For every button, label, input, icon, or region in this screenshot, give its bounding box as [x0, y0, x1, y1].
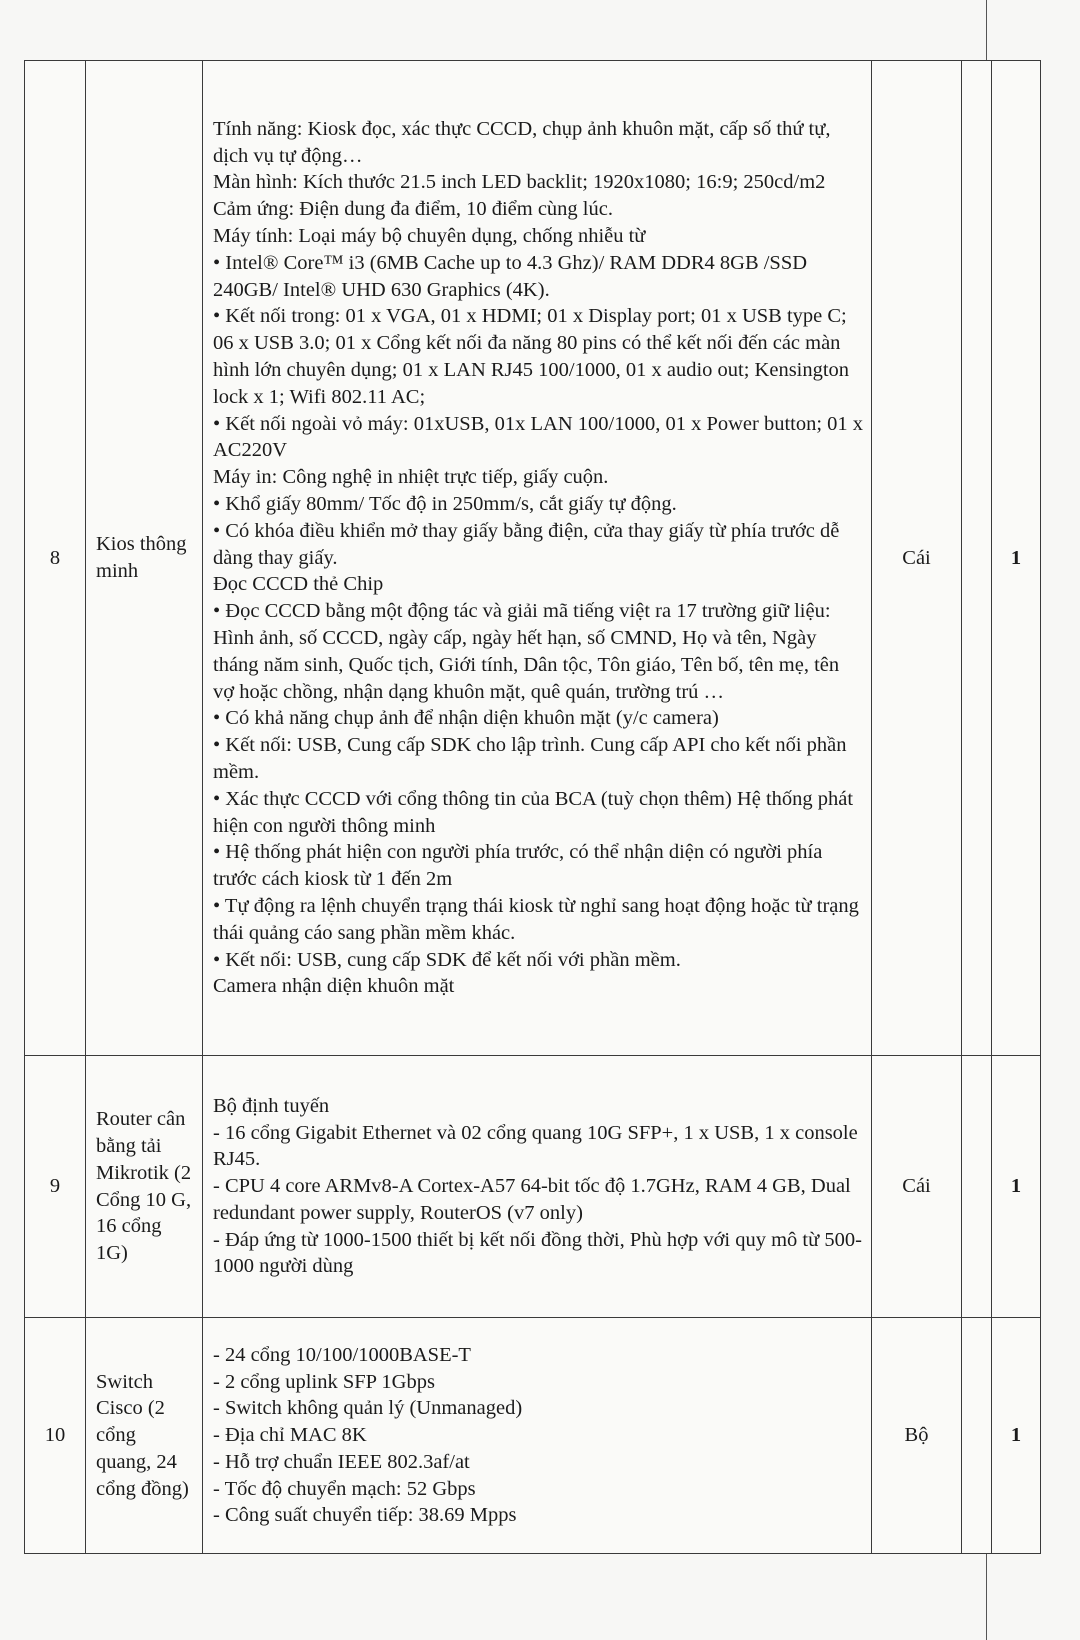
table-row — [25, 61, 1041, 1056]
quantity: 1 — [992, 1318, 1041, 1554]
table-row — [25, 1056, 1041, 1318]
row-number: 9 — [25, 1056, 86, 1318]
spec-line: • Kết nối ngoài vỏ máy: 01xUSB, 01x LAN 100/1000, 01 x Power button; 01 x AC220V — [213, 412, 864, 462]
spec-line: Tính năng: Kiosk đọc, xác thực CCCD, chụp ảnh khuôn mặt, cấp số thứ tự, dịch vụ tự động… — [213, 117, 831, 167]
equipment-spec-table — [24, 60, 1041, 1554]
spec-line: • Kết nối: USB, Cung cấp SDK cho lập trình. Cung cấp API cho kết nối phần mềm. — [213, 734, 847, 783]
spec-line: Bộ định tuyến — [213, 1094, 330, 1117]
spec-line: - Công suất chuyển tiếp: 38.69 Mpps — [213, 1504, 517, 1527]
spec-line: • Kết nối: USB, cung cấp SDK để kết nối với phần mềm. — [213, 948, 681, 971]
item-specification — [203, 1056, 872, 1318]
spec-line: • Tự động ra lệnh chuyển trạng thái kiosk từ nghỉ sang hoạt động hoặc từ trạng thái quảng cáo sang phần mềm khác. — [213, 894, 859, 944]
spec-line: Camera nhận diện khuôn mặt — [213, 975, 455, 998]
spec-line: - Hỗ trợ chuẩn IEEE 802.3af/at — [213, 1450, 470, 1473]
quantity: 1 — [992, 61, 1041, 1056]
quantity: 1 — [992, 1056, 1041, 1318]
item-name: Switch Cisco (2 cổng quang, 24 cổng đồng) — [86, 1318, 203, 1554]
spec-line: - Đáp ứng từ 1000-1500 thiết bị kết nối đồng thời, Phù hợp với quy mô từ 500-1000 người dùng — [213, 1228, 862, 1278]
row-number: 10 — [25, 1318, 86, 1554]
spec-line: - Switch không quản lý (Unmanaged) — [213, 1397, 523, 1420]
spec-line: • Xác thực CCCD với cổng thông tin của BCA (tuỳ chọn thêm) Hệ thống phát hiện con người thông minh — [213, 787, 854, 837]
unit: Cái — [872, 1056, 962, 1318]
empty-cell — [962, 1056, 992, 1318]
spec-line: Cảm ứng: Điện dung đa điểm, 10 điểm cùng lúc. — [213, 198, 613, 221]
spec-line: • Có khả năng chụp ảnh để nhận diện khuôn mặt (y/c camera) — [213, 707, 719, 730]
item-specification — [203, 1318, 872, 1554]
spec-line: Màn hình: Kích thước 21.5 inch LED backlit; 1920x1080; 16:9; 250cd/m2 — [213, 171, 826, 194]
spec-line: Đọc CCCD thẻ Chip — [213, 573, 384, 596]
item-specification — [203, 61, 872, 1056]
unit: Bộ — [872, 1318, 962, 1554]
unit: Cái — [872, 61, 962, 1056]
spec-line: Máy in: Công nghệ in nhiệt trực tiếp, giấy cuộn. — [213, 466, 609, 489]
item-name: Kios thông minh — [86, 61, 203, 1056]
spec-line: • Có khóa điều khiển mở thay giấy bằng điện, cửa thay giấy từ phía trước dễ dàng thay giấy. — [213, 519, 840, 569]
spec-line: - 16 cổng Gigabit Ethernet và 02 cổng quang 10G SFP+, 1 x USB, 1 x console RJ45. — [213, 1121, 858, 1171]
spec-line: - 24 cổng 10/100/1000BASE-T — [213, 1343, 471, 1366]
row-number: 8 — [25, 61, 86, 1056]
empty-cell — [962, 61, 992, 1056]
spec-line: • Intel® Core™ i3 (6MB Cache up to 4.3 Ghz)/ RAM DDR4 8GB /SSD 240GB/ Intel® UHD 630 Graphics (4K). — [213, 251, 808, 301]
spec-line: • Khổ giấy 80mm/ Tốc độ in 250mm/s, cắt giấy tự động. — [213, 493, 677, 515]
empty-cell — [962, 1318, 992, 1554]
spec-line: Máy tính: Loại máy bộ chuyên dụng, chống nhiễu từ — [213, 225, 646, 248]
item-name: Router cân bằng tải Mikrotik (2 Cổng 10 G, 16 cổng 1G) — [86, 1056, 203, 1318]
spec-line: • Kết nối trong: 01 x VGA, 01 x HDMI; 01 x Display port; 01 x USB type C; 06 x USB 3.0; 01 x Cổng kết nối đa năng 80 pins có thể kết nối đến các màn hình lớn chuyên dụng; 01 x LAN RJ45 100/1000, 01 x audio out; Kensington lock x 1; Wifi 802.11 AC; — [213, 305, 850, 408]
spec-line: - Tốc độ chuyển mạch: 52 Gbps — [213, 1477, 476, 1500]
table-row — [25, 1318, 1041, 1554]
spec-line: - 2 cổng uplink SFP 1Gbps — [213, 1370, 435, 1393]
spec-line: - Địa chỉ MAC 8K — [213, 1424, 367, 1447]
spec-line: • Hệ thống phát hiện con người phía trước, có thể nhận diện có người phía trước cách kiosk từ 1 đến 2m — [213, 841, 823, 891]
spec-line: - CPU 4 core ARMv8-A Cortex-A57 64-bit tốc độ 1.7GHz, RAM 4 GB, Dual redundant power supply, RouterOS (v7 only) — [213, 1175, 851, 1224]
spec-line: • Đọc CCCD bằng một động tác và giải mã tiếng việt ra 17 trường giữ liệu: Hình ảnh, số CCCD, ngày cấp, ngày hết hạn, số CMND, Họ và tên, Ngày tháng năm sinh, Quốc tịch, Giới tính, Dân tộc, Tôn giáo, Tên bố, tên mẹ, tên vợ hoặc chồng, nhận dạng khuôn mặt, quê quán, trường trú … — [213, 600, 840, 703]
